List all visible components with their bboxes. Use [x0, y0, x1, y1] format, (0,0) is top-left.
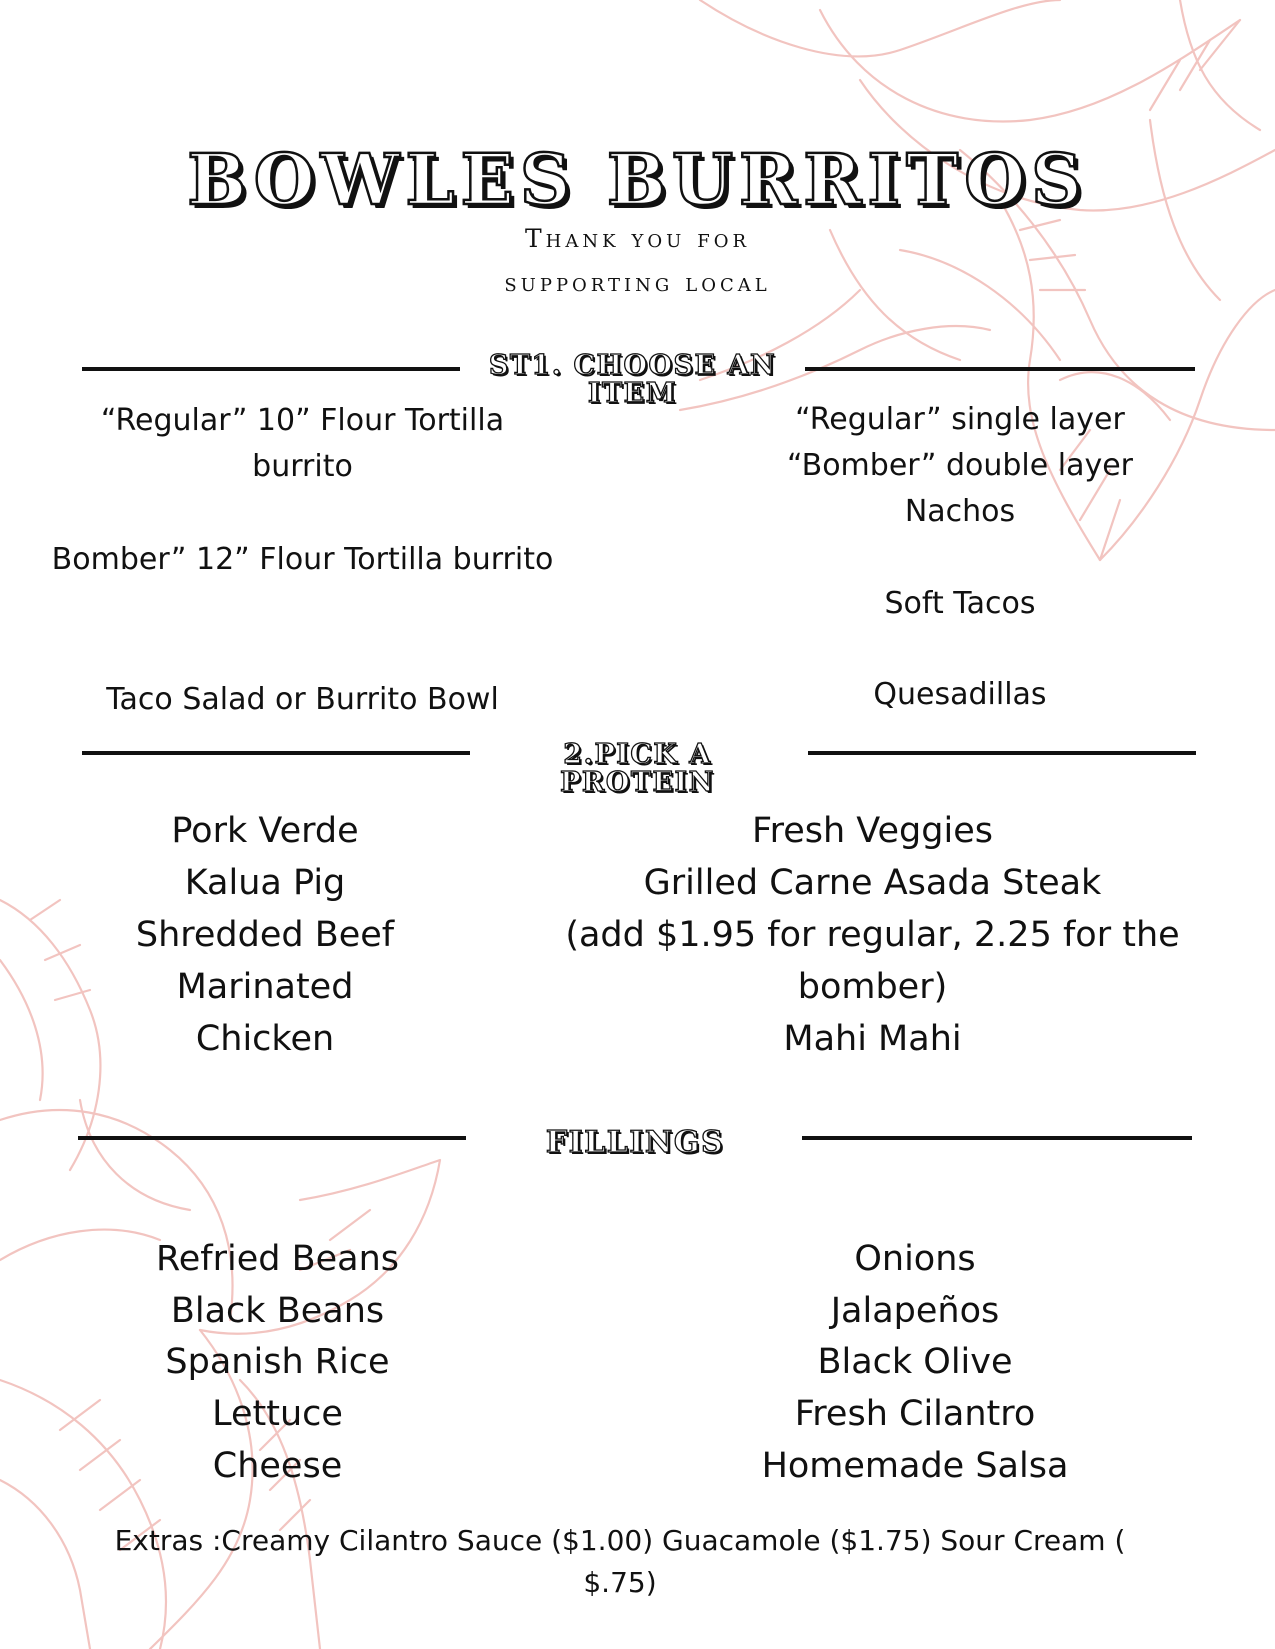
- section-divider-left: [82, 751, 470, 755]
- protein-pork-verde: Pork Verde: [171, 811, 359, 851]
- section-heading-pick-protein: 2.PICK A PROTEIN: [560, 739, 715, 798]
- item-regular-nachos: “Regular” single layer: [795, 402, 1125, 437]
- protein-chicken: Chicken: [195, 1019, 335, 1059]
- subtitle-line-2: supporting local: [504, 268, 771, 297]
- protein-carne-asada: Grilled Carne Asada Steak: [643, 863, 1102, 903]
- item-taco-salad: Taco Salad or Burrito Bowl: [106, 682, 499, 717]
- section-divider-right: [805, 367, 1195, 371]
- item-soft-tacos: Soft Tacos: [884, 586, 1036, 621]
- extras-note: Extras :Creamy Cilantro Sauce ($1.00) Guacamole ($1.75) Sour Cream ( $.75): [114, 1524, 1126, 1599]
- section-divider-left: [82, 367, 460, 371]
- filling-refried-beans: Refried Beans: [155, 1239, 399, 1279]
- filling-spanish-rice: Spanish Rice: [165, 1342, 390, 1382]
- section-heading-choose-item: ST1. CHOOSE AN ITEM: [488, 350, 777, 409]
- item-bomber-burrito: Bomber” 12” Flour Tortilla burrito: [51, 542, 554, 577]
- item-nachos: Nachos: [904, 494, 1016, 529]
- protein-upcharge-note: (add $1.95 for regular, 2.25 for the bomber): [565, 915, 1180, 1007]
- section-heading-fillings: FILLINGS: [545, 1125, 725, 1160]
- section-divider-left: [78, 1136, 466, 1140]
- filling-homemade-salsa: Homemade Salsa: [761, 1446, 1069, 1486]
- section-divider-right: [802, 1136, 1192, 1140]
- filling-cheese: Cheese: [212, 1446, 343, 1486]
- section-divider-right: [808, 751, 1196, 755]
- protein-kalua-pig: Kalua Pig: [184, 863, 346, 903]
- filling-black-beans: Black Beans: [170, 1291, 385, 1331]
- item-regular-burrito: “Regular” 10” Flour Tortilla burrito: [100, 403, 505, 484]
- item-quesadillas: Quesadillas: [873, 677, 1047, 712]
- protein-shredded-beef: Shredded Beef: [135, 915, 395, 955]
- filling-black-olive: Black Olive: [817, 1342, 1013, 1382]
- protein-mahi-mahi: Mahi Mahi: [783, 1019, 962, 1059]
- filling-onions: Onions: [854, 1239, 976, 1279]
- protein-fresh-veggies: Fresh Veggies: [752, 811, 993, 851]
- subtitle-line-1: Thank you for: [524, 224, 751, 253]
- item-bomber-nachos: “Bomber” double layer: [787, 448, 1133, 483]
- restaurant-title: BOWLES BURRITOS: [187, 138, 1088, 221]
- filling-lettuce: Lettuce: [212, 1394, 343, 1434]
- protein-marinated: Marinated: [176, 967, 354, 1007]
- filling-fresh-cilantro: Fresh Cilantro: [794, 1394, 1036, 1434]
- filling-jalapenos: Jalapeños: [830, 1291, 1000, 1331]
